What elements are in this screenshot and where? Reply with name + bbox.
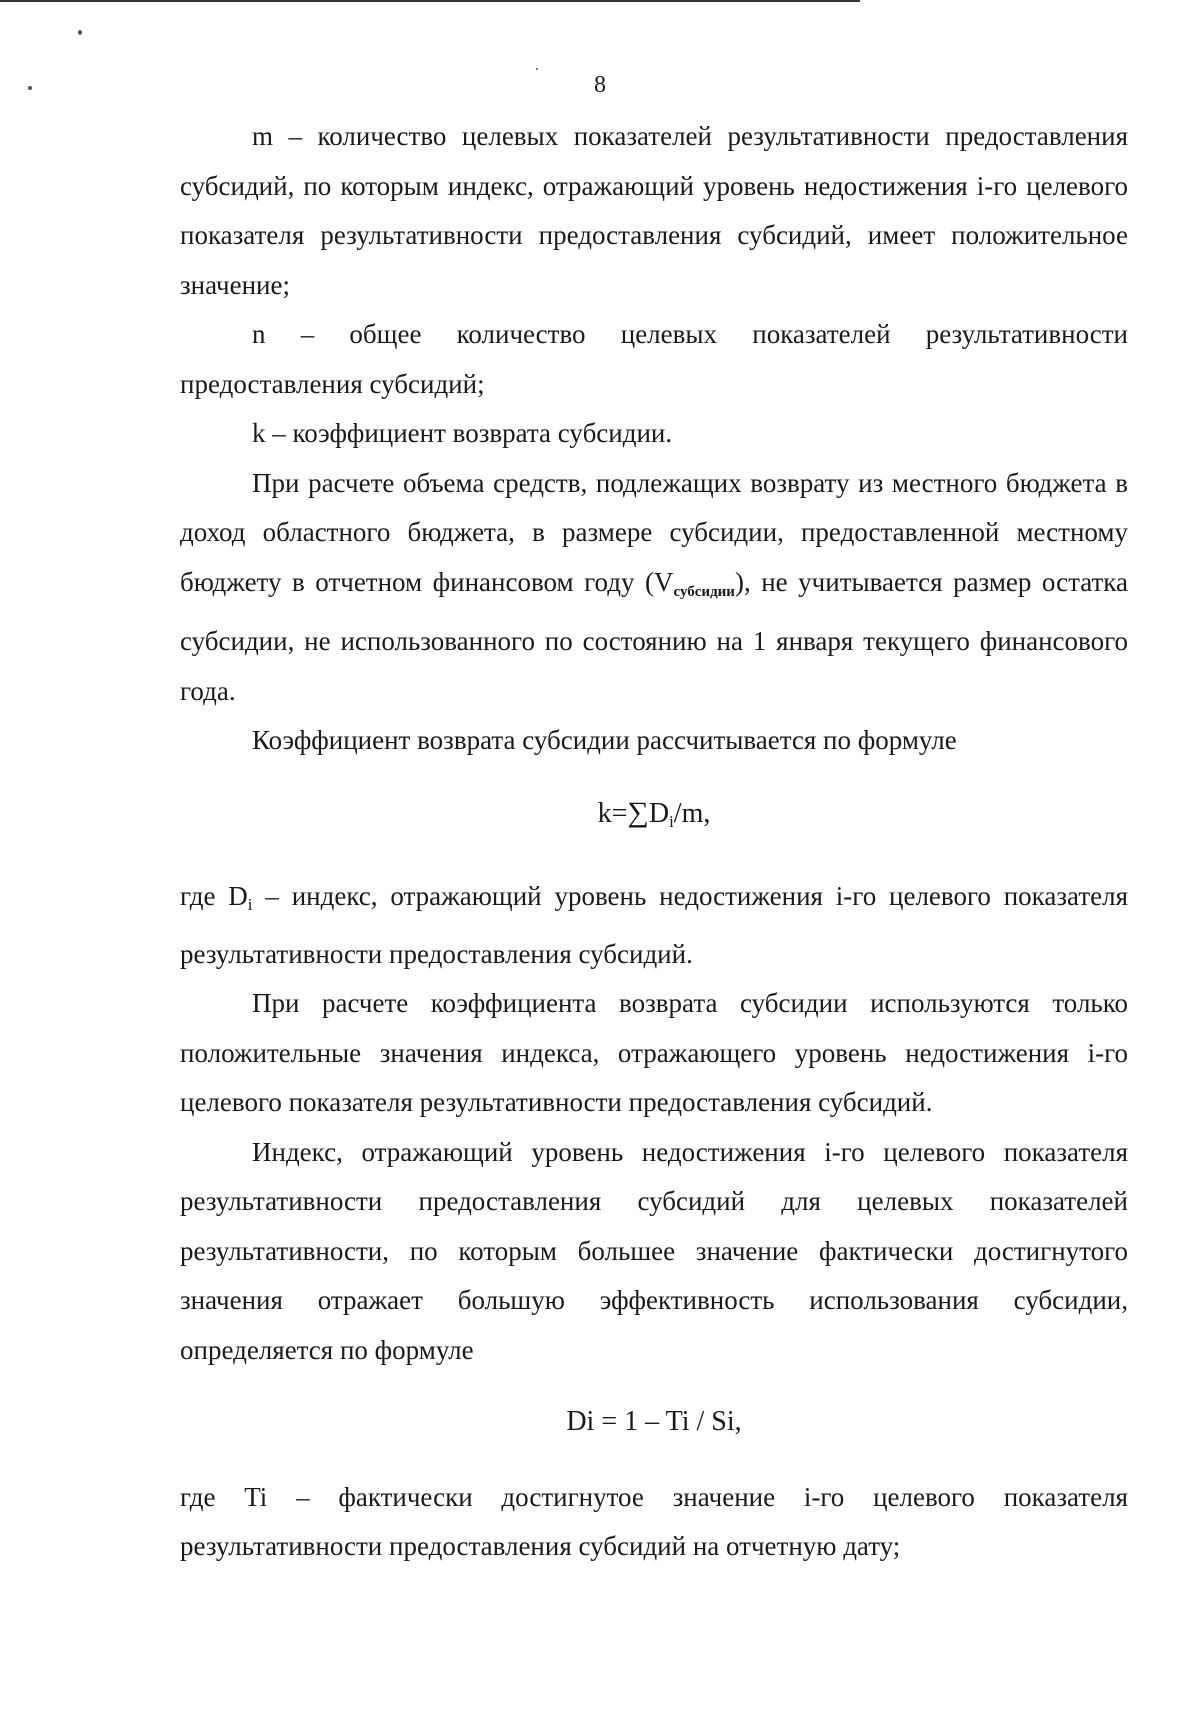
calculation-note-text-end: ), не учитывается размер остатка субсидии, не использованного по состоянию на 1 января текущего финансового года. [180,566,1128,706]
paragraph-n-definition: n – общее количество целевых показателей результативности предоставления субсидий; [180,319,1128,399]
formula-k-subscript: i [669,811,674,831]
page-number: 8 [594,72,606,98]
paragraph-coefficient-intro: Коэффициент возврата субсидии рассчитывается по формуле [252,725,957,755]
formula-k-d: D [648,797,670,829]
scan-speck [536,68,538,70]
paragraph-di-definition [180,872,1128,979]
sigma-symbol: ∑ [627,796,649,828]
formula-k-left: k= [597,797,628,829]
paragraph-ti-definition: где Ti – фактически достигнутое значение i-го целевого показателя результативности предоставления субсидий на отчетную дату; [180,1481,1128,1561]
paragraph-m-definition: m – количество целевых показателей результативности предоставления субсидий, по которым индекс, отражающий уровень недостижения i-го целевого показателя результативности предоставления субсидий, имеет положительное значение; [180,121,1128,300]
di-definition-start: где D [180,881,248,911]
di-definition-text: – индекс, отражающий уровень недостижения i-го целевого показателя результативности предоставления субсидий. [180,881,1128,969]
formula-k-right: /m, [673,797,711,829]
document-body [180,112,1128,1572]
calculation-note-text: При расчете объема средств, подлежащих возврату из местного бюджета в доход областного бюджета, в размере субсидии, предоставленной местному бюджету в отчетном финансовом году (V [180,467,1128,597]
scan-speck [78,30,82,35]
paragraph-k-definition: k – коэффициент возврата субсидии. [252,418,673,448]
subsidy-subscript: субсидии [673,583,735,600]
formula-k [180,766,1128,873]
formula-di: Di = 1 – Ti / Si, [566,1406,742,1437]
di-subscript: i [247,895,253,914]
paragraph-calculation-note [180,459,1128,717]
scan-top-edge-line [0,0,860,2]
paragraph-index-intro: Индекс, отражающий уровень недостижения i-го целевого показателя результативности предоставления субсидий для целевых показателей результативности, по которым большее значение фактически достигнутого значения отражает большую эффективность использования субсидии, определяется по формуле [180,1136,1128,1365]
paragraph-positive-values: При расчете коэффициента возврата субсидии используются только положительные значения индекса, отражающего уровень недостижения i-го целевого показателя результативности предоставления субсидий. [180,988,1128,1117]
